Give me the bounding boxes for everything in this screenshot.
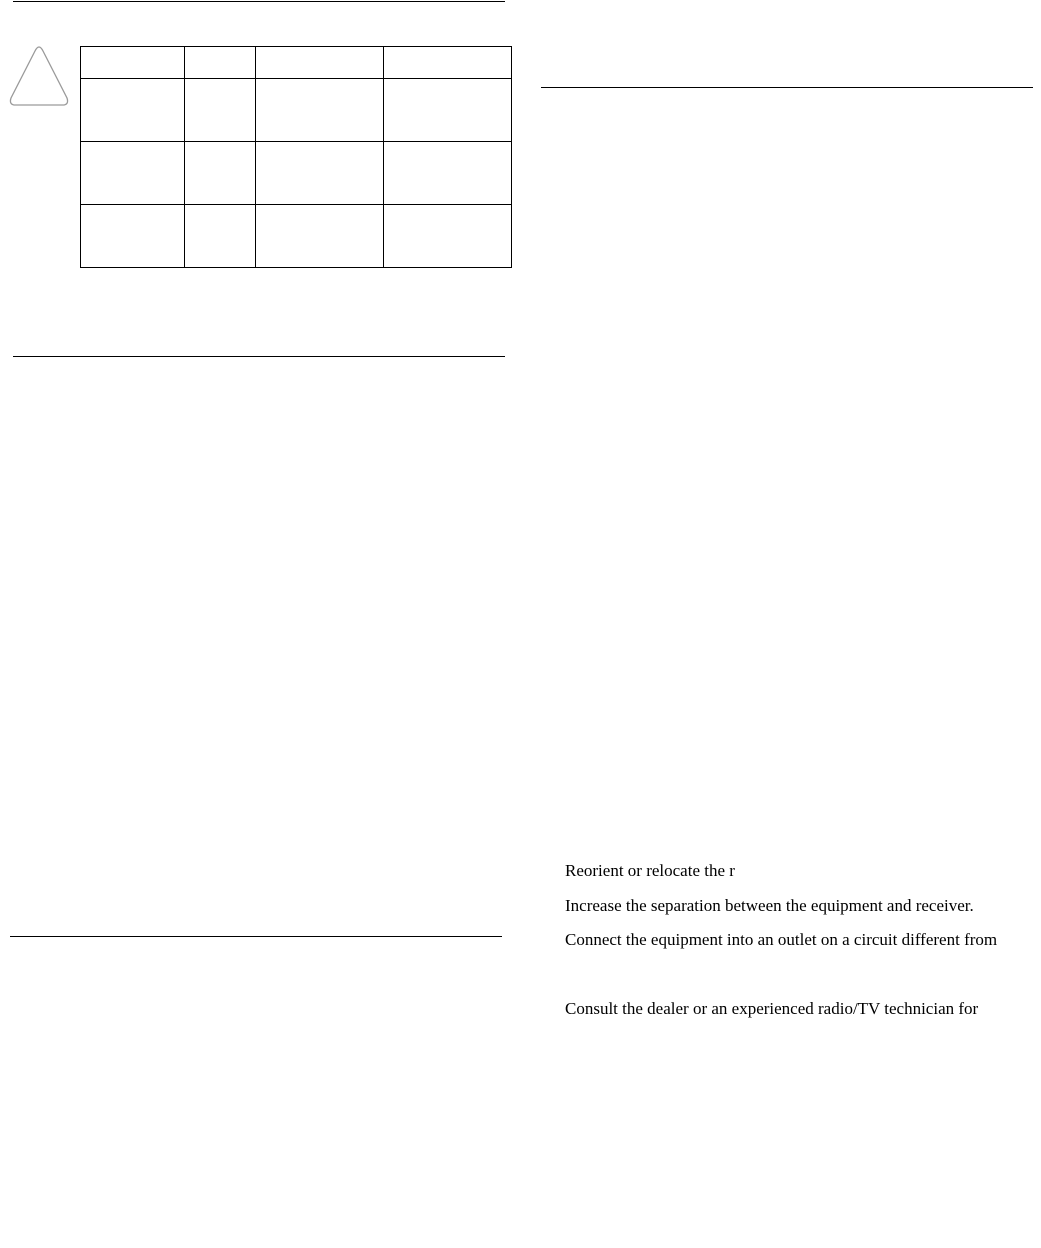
table-cell — [384, 79, 512, 142]
warning-triangle-icon — [8, 44, 70, 108]
table-row — [81, 79, 512, 142]
top-right-divider — [541, 87, 1033, 88]
table-cell — [81, 142, 185, 205]
table-cell — [185, 142, 256, 205]
table-cell — [256, 79, 384, 142]
interference-measure-reorient: Reorient or relocate the r — [565, 861, 735, 880]
bottom-left-divider — [10, 936, 502, 937]
table-cell — [256, 142, 384, 205]
table-cell — [185, 205, 256, 268]
table-cell — [256, 47, 384, 79]
top-left-divider — [13, 1, 505, 2]
table-cell — [81, 205, 185, 268]
table-cell — [185, 79, 256, 142]
interference-measure-separation: Increase the separation between the equipment and receiver. — [565, 896, 974, 915]
table-cell — [384, 205, 512, 268]
table-row — [81, 205, 512, 268]
table-cell — [81, 79, 185, 142]
table-cell — [384, 142, 512, 205]
table-cell — [256, 205, 384, 268]
interference-measure-consult: Consult the dealer or an experienced radio/TV technician for — [565, 999, 979, 1018]
interference-measure-outlet: Connect the equipment into an outlet on a circuit different from — [565, 930, 998, 949]
spec-table — [80, 46, 512, 268]
table-row — [81, 142, 512, 205]
table-header-row — [81, 47, 512, 79]
middle-left-divider — [13, 356, 505, 357]
table-cell — [384, 47, 512, 79]
table-cell — [81, 47, 185, 79]
table-cell — [185, 47, 256, 79]
